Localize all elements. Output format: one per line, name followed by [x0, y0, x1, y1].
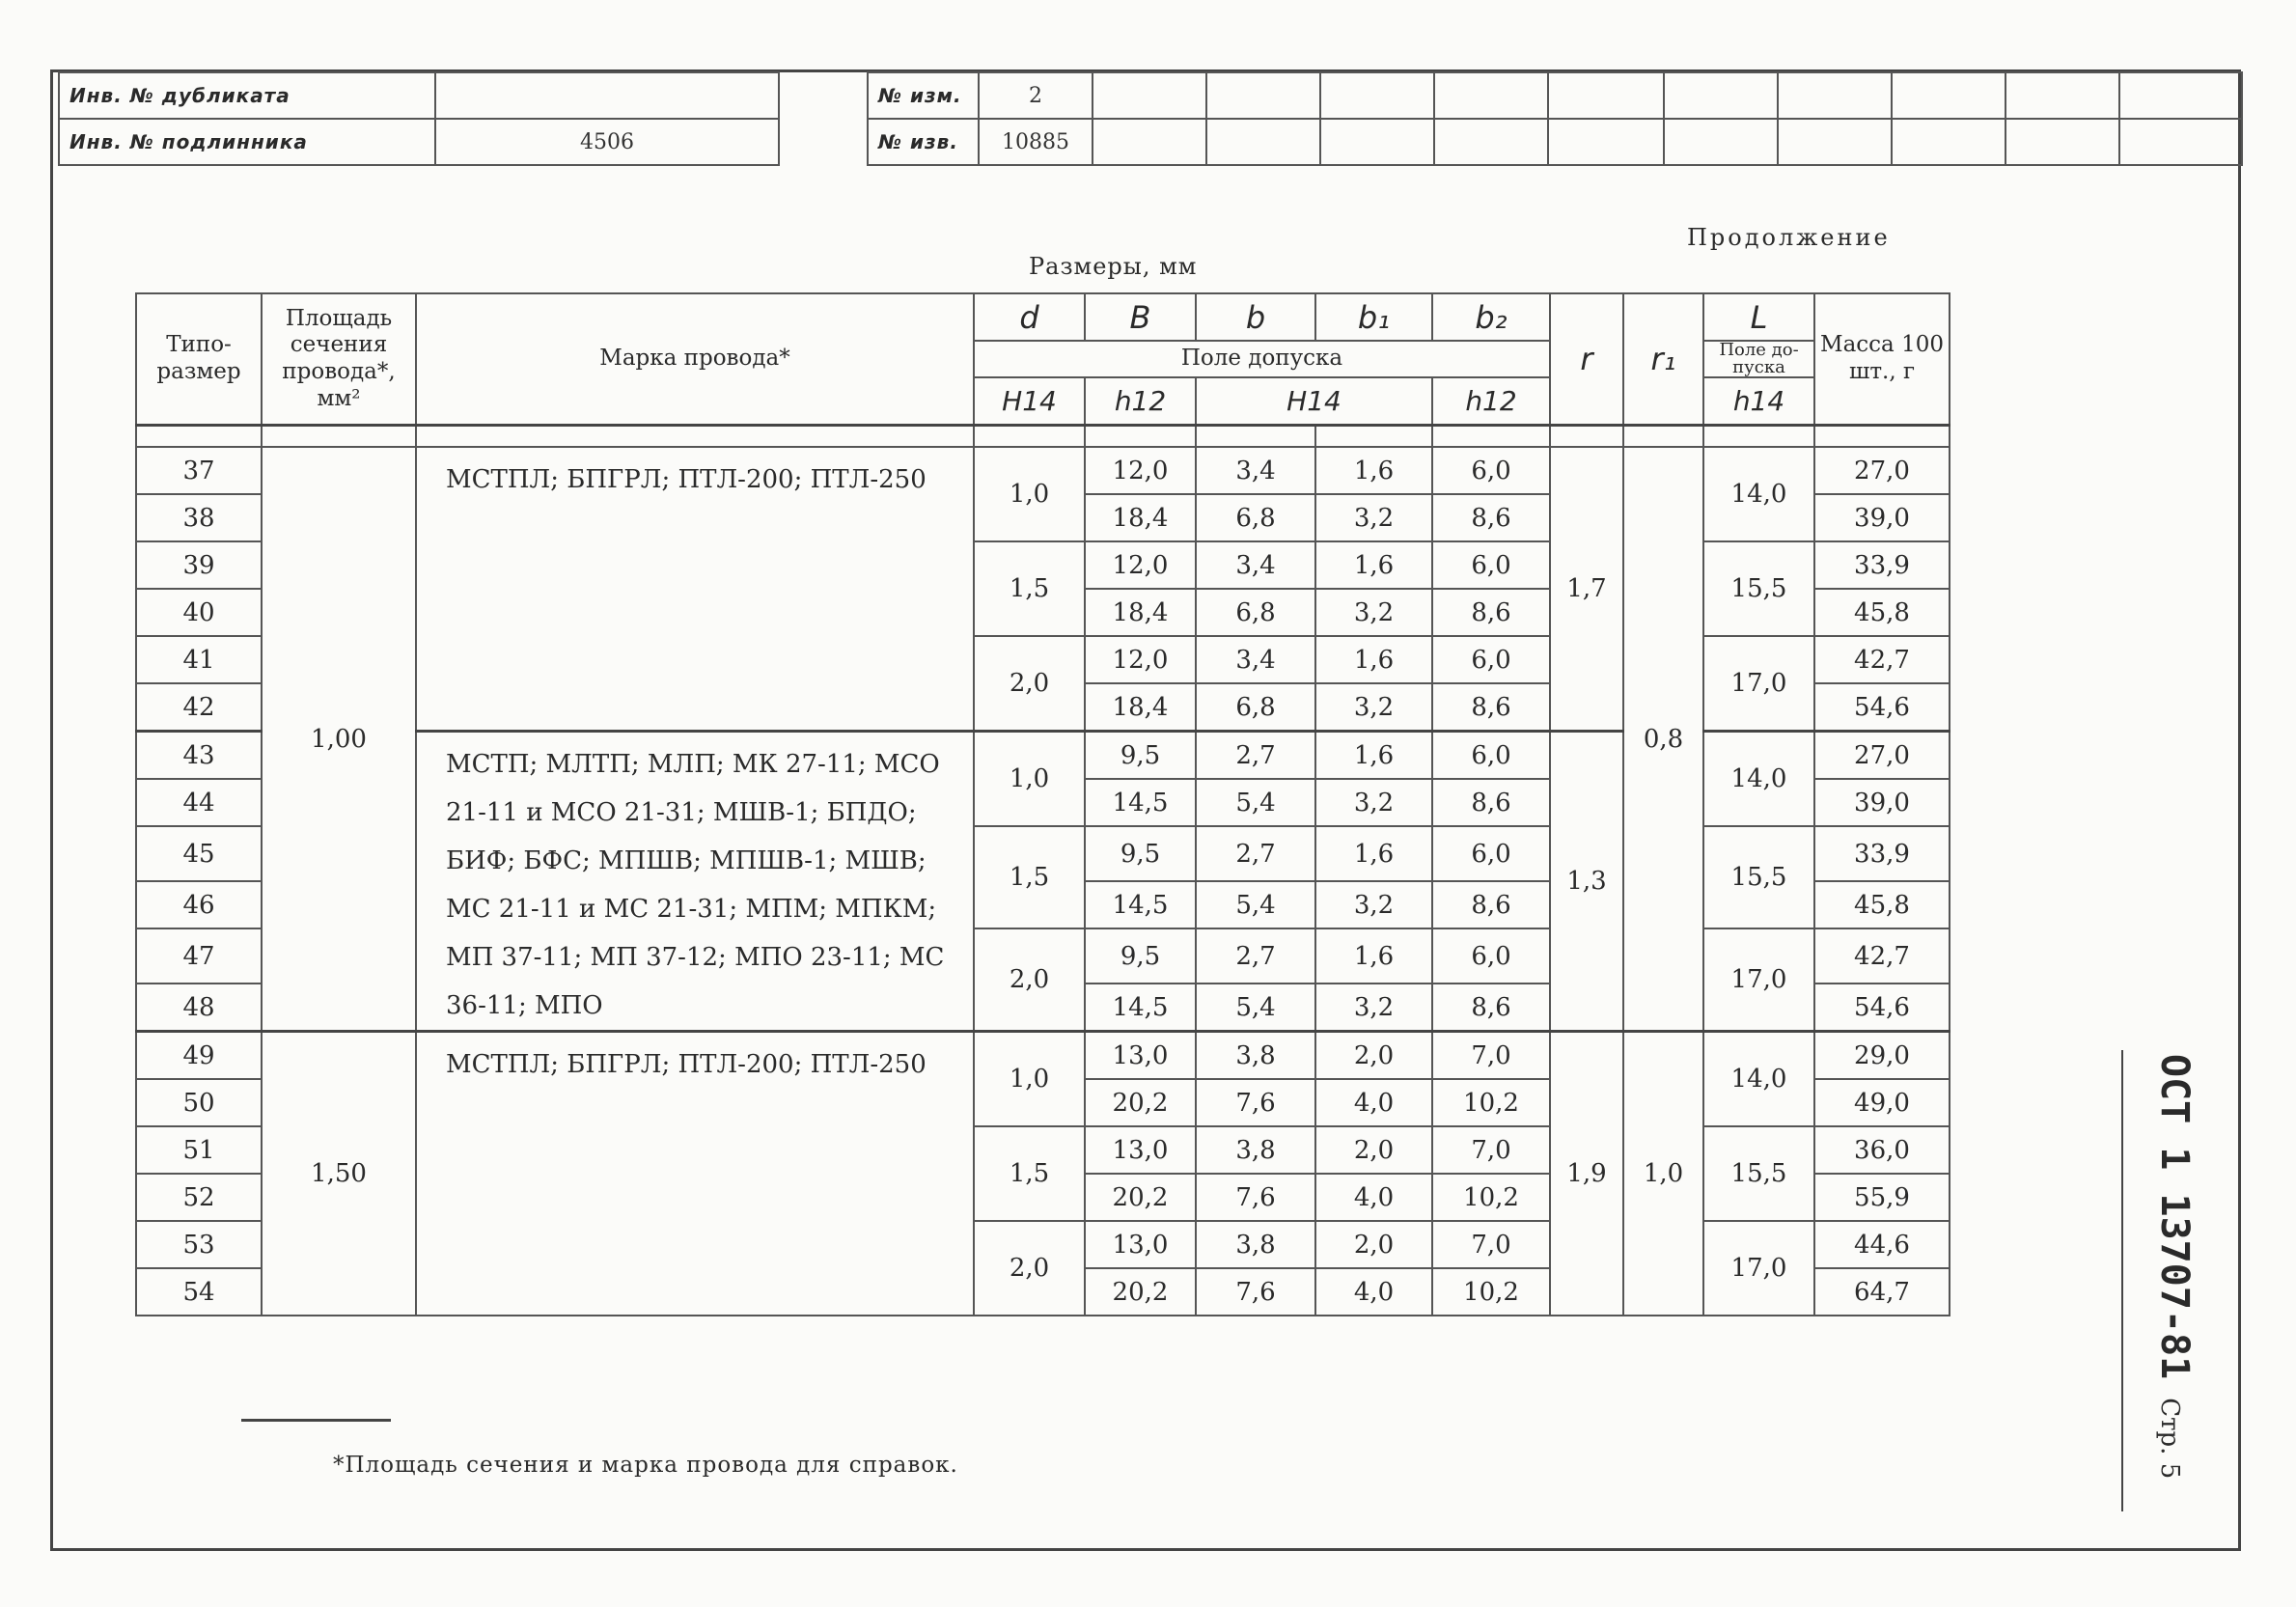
- inv-original-value: 4506: [435, 119, 779, 165]
- r-cell: 1,9: [1550, 1032, 1623, 1316]
- brand-cell: МСТПЛ; БПГРЛ; ПТЛ-200; ПТЛ-250: [416, 1032, 974, 1316]
- B-cell: 18,4: [1085, 683, 1196, 732]
- B-cell: 9,5: [1085, 826, 1196, 881]
- col-b2: b₂: [1432, 293, 1550, 341]
- type-size-cell: 42: [136, 683, 262, 732]
- mass-cell: 64,7: [1814, 1268, 1950, 1316]
- r1-cell: 1,0: [1623, 1032, 1703, 1316]
- b2-cell: 10,2: [1432, 1174, 1550, 1221]
- b-cell: 3,8: [1196, 1032, 1315, 1080]
- change-no-value: 2: [979, 72, 1093, 119]
- B-cell: 13,0: [1085, 1126, 1196, 1174]
- b2-cell: 8,6: [1432, 683, 1550, 732]
- b2-cell: 7,0: [1432, 1126, 1550, 1174]
- col-d: d: [974, 293, 1085, 341]
- b2-cell: 6,0: [1432, 447, 1550, 494]
- col-brand: Марка провода*: [416, 293, 974, 426]
- b1-cell: 1,6: [1315, 447, 1432, 494]
- b-cell: 2,7: [1196, 928, 1315, 984]
- b1-cell: 1,6: [1315, 826, 1432, 881]
- b1-cell: 3,2: [1315, 779, 1432, 826]
- b1-cell: 2,0: [1315, 1126, 1432, 1174]
- B-cell: 14,5: [1085, 881, 1196, 928]
- b2-cell: 6,0: [1432, 826, 1550, 881]
- b2-cell: 6,0: [1432, 928, 1550, 984]
- standard-code: ОСТ 1 13707-81: [2152, 1054, 2197, 1380]
- r1-cell: 0,8: [1623, 447, 1703, 1032]
- tol-b-b1: H14: [1196, 377, 1432, 426]
- B-cell: 9,5: [1085, 928, 1196, 984]
- spacer-row: [136, 426, 1950, 448]
- d-cell: 1,5: [974, 826, 1085, 928]
- type-size-cell: 43: [136, 732, 262, 780]
- mass-cell: 44,6: [1814, 1221, 1950, 1268]
- notice-no-label: № изв.: [868, 119, 979, 165]
- b1-cell: 2,0: [1315, 1221, 1432, 1268]
- table-row: [136, 1032, 1950, 1080]
- footnote: *Площадь сечения и марка провода для справок.: [333, 1453, 958, 1478]
- b-cell: 3,8: [1196, 1126, 1315, 1174]
- mass-cell: 54,6: [1814, 984, 1950, 1032]
- b2-cell: 8,6: [1432, 984, 1550, 1032]
- L-cell: 15,5: [1703, 826, 1814, 928]
- mass-cell: 45,8: [1814, 881, 1950, 928]
- B-cell: 14,5: [1085, 984, 1196, 1032]
- notice-no-value: 10885: [979, 119, 1093, 165]
- b2-cell: 8,6: [1432, 881, 1550, 928]
- b2-cell: 6,0: [1432, 732, 1550, 780]
- b-cell: 5,4: [1196, 881, 1315, 928]
- col-b1: b₁: [1315, 293, 1432, 341]
- d-cell: 2,0: [974, 1221, 1085, 1316]
- d-cell: 1,0: [974, 447, 1085, 541]
- tol-B: h12: [1085, 377, 1196, 426]
- type-size-cell: 53: [136, 1221, 262, 1268]
- b1-cell: 3,2: [1315, 984, 1432, 1032]
- type-size-cell: 38: [136, 494, 262, 541]
- mass-cell: 55,9: [1814, 1174, 1950, 1221]
- b-cell: 7,6: [1196, 1079, 1315, 1126]
- L-tolerance-header: Поле до-пуска: [1703, 341, 1814, 377]
- L-cell: 17,0: [1703, 636, 1814, 732]
- page-label: Стр. 5: [2155, 1398, 2184, 1480]
- b1-cell: 1,6: [1315, 732, 1432, 780]
- L-cell: 17,0: [1703, 928, 1814, 1032]
- b-cell: 3,4: [1196, 447, 1315, 494]
- B-cell: 13,0: [1085, 1032, 1196, 1080]
- d-cell: 1,0: [974, 1032, 1085, 1127]
- mass-cell: 45,8: [1814, 589, 1950, 636]
- B-cell: 12,0: [1085, 636, 1196, 683]
- side-code-rule: [2121, 1050, 2123, 1511]
- mass-cell: 36,0: [1814, 1126, 1950, 1174]
- mass-cell: 29,0: [1814, 1032, 1950, 1080]
- d-cell: 1,5: [974, 1126, 1085, 1221]
- col-b: b: [1196, 293, 1315, 341]
- inventory-stamp: [58, 71, 780, 166]
- b2-cell: 7,0: [1432, 1032, 1550, 1080]
- col-r1: r₁: [1623, 293, 1703, 426]
- col-B: B: [1085, 293, 1196, 341]
- B-cell: 12,0: [1085, 541, 1196, 589]
- b1-cell: 1,6: [1315, 928, 1432, 984]
- type-size-cell: 46: [136, 881, 262, 928]
- b1-cell: 3,2: [1315, 683, 1432, 732]
- b1-cell: 3,2: [1315, 881, 1432, 928]
- mass-cell: 42,7: [1814, 636, 1950, 683]
- mass-cell: 27,0: [1814, 447, 1950, 494]
- b2-cell: 7,0: [1432, 1221, 1550, 1268]
- b-cell: 2,7: [1196, 732, 1315, 780]
- B-cell: 9,5: [1085, 732, 1196, 780]
- r-cell: 1,3: [1550, 732, 1623, 1032]
- mass-cell: 33,9: [1814, 541, 1950, 589]
- b1-cell: 2,0: [1315, 1032, 1432, 1080]
- type-size-cell: 48: [136, 984, 262, 1032]
- col-L: L: [1703, 293, 1814, 341]
- b-cell: 3,8: [1196, 1221, 1315, 1268]
- b2-cell: 10,2: [1432, 1268, 1550, 1316]
- type-size-cell: 47: [136, 928, 262, 984]
- b2-cell: 6,0: [1432, 636, 1550, 683]
- inv-duplicate-value: [435, 72, 779, 119]
- b2-cell: 8,6: [1432, 494, 1550, 541]
- col-r: r: [1550, 293, 1623, 426]
- B-cell: 20,2: [1085, 1079, 1196, 1126]
- b-cell: 7,6: [1196, 1174, 1315, 1221]
- area-cell: 1,50: [262, 1032, 416, 1316]
- b-cell: 7,6: [1196, 1268, 1315, 1316]
- L-cell: 15,5: [1703, 1126, 1814, 1221]
- d-cell: 1,5: [974, 541, 1085, 636]
- b-cell: 3,4: [1196, 541, 1315, 589]
- tol-L: h14: [1703, 377, 1814, 426]
- mass-cell: 27,0: [1814, 732, 1950, 780]
- brand-cell: МСТП; МЛТП; МЛП; МК 27-11; МСО 21-11 и МСО 21-31; МШВ-1; БПДО; БИФ; БФС; МПШВ; МПШВ-1; МШВ; МС 21-11 и МС 21-31; МПМ; МПКМ; МП 37-11; МП 37-12; МПО 23-11; МС 36-11; МПО: [416, 732, 974, 1032]
- tol-b2: h12: [1432, 377, 1550, 426]
- b-cell: 6,8: [1196, 683, 1315, 732]
- table-row: [136, 447, 1950, 494]
- type-size-cell: 39: [136, 541, 262, 589]
- B-cell: 20,2: [1085, 1268, 1196, 1316]
- col-type-size: Типо-размер: [136, 293, 262, 426]
- type-size-cell: 37: [136, 447, 262, 494]
- dimensions-caption: Размеры, мм: [1029, 253, 1198, 280]
- b1-cell: 4,0: [1315, 1268, 1432, 1316]
- type-size-cell: 52: [136, 1174, 262, 1221]
- type-size-cell: 44: [136, 779, 262, 826]
- tolerance-field-header: Поле допуска: [974, 341, 1550, 377]
- dimensions-table: [135, 292, 1950, 1316]
- b2-cell: 8,6: [1432, 779, 1550, 826]
- b1-cell: 1,6: [1315, 541, 1432, 589]
- b2-cell: 10,2: [1432, 1079, 1550, 1126]
- B-cell: 12,0: [1085, 447, 1196, 494]
- b2-cell: 8,6: [1432, 589, 1550, 636]
- d-cell: 2,0: [974, 636, 1085, 732]
- type-size-cell: 40: [136, 589, 262, 636]
- type-size-cell: 45: [136, 826, 262, 881]
- mass-cell: 42,7: [1814, 928, 1950, 984]
- d-cell: 2,0: [974, 928, 1085, 1032]
- col-area: Площадь сечения провода*, мм²: [262, 293, 416, 426]
- L-cell: 15,5: [1703, 541, 1814, 636]
- B-cell: 14,5: [1085, 779, 1196, 826]
- B-cell: 18,4: [1085, 589, 1196, 636]
- L-cell: 17,0: [1703, 1221, 1814, 1316]
- b-cell: 5,4: [1196, 779, 1315, 826]
- area-cell: 1,00: [262, 447, 416, 1032]
- type-size-cell: 54: [136, 1268, 262, 1316]
- b-cell: 6,8: [1196, 494, 1315, 541]
- mass-cell: 49,0: [1814, 1079, 1950, 1126]
- b2-cell: 6,0: [1432, 541, 1550, 589]
- continuation-label: Продолжение: [1687, 224, 1891, 251]
- B-cell: 13,0: [1085, 1221, 1196, 1268]
- b-cell: 3,4: [1196, 636, 1315, 683]
- b1-cell: 1,6: [1315, 636, 1432, 683]
- mass-cell: 39,0: [1814, 494, 1950, 541]
- b1-cell: 3,2: [1315, 494, 1432, 541]
- d-cell: 1,0: [974, 732, 1085, 827]
- mass-cell: 33,9: [1814, 826, 1950, 881]
- b-cell: 2,7: [1196, 826, 1315, 881]
- type-size-cell: 41: [136, 636, 262, 683]
- type-size-cell: 50: [136, 1079, 262, 1126]
- L-cell: 14,0: [1703, 447, 1814, 541]
- b-cell: 5,4: [1196, 984, 1315, 1032]
- B-cell: 18,4: [1085, 494, 1196, 541]
- col-mass: Масса 100 шт., г: [1814, 293, 1950, 426]
- r-cell: 1,7: [1550, 447, 1623, 732]
- standard-code-block: [2152, 1054, 2197, 1479]
- B-cell: 20,2: [1085, 1174, 1196, 1221]
- b1-cell: 3,2: [1315, 589, 1432, 636]
- change-stamp: [867, 71, 2243, 166]
- mass-cell: 39,0: [1814, 779, 1950, 826]
- tol-d: H14: [974, 377, 1085, 426]
- type-size-cell: 51: [136, 1126, 262, 1174]
- L-cell: 14,0: [1703, 1032, 1814, 1127]
- footnote-rule: [241, 1419, 391, 1422]
- b1-cell: 4,0: [1315, 1079, 1432, 1126]
- inv-original-label: Инв. № подлинника: [59, 119, 435, 165]
- change-no-label: № изм.: [868, 72, 979, 119]
- type-size-cell: 49: [136, 1032, 262, 1080]
- brand-cell: МСТПЛ; БПГРЛ; ПТЛ-200; ПТЛ-250: [416, 447, 974, 732]
- b-cell: 6,8: [1196, 589, 1315, 636]
- inv-duplicate-label: Инв. № дубликата: [59, 72, 435, 119]
- mass-cell: 54,6: [1814, 683, 1950, 732]
- L-cell: 14,0: [1703, 732, 1814, 827]
- b1-cell: 4,0: [1315, 1174, 1432, 1221]
